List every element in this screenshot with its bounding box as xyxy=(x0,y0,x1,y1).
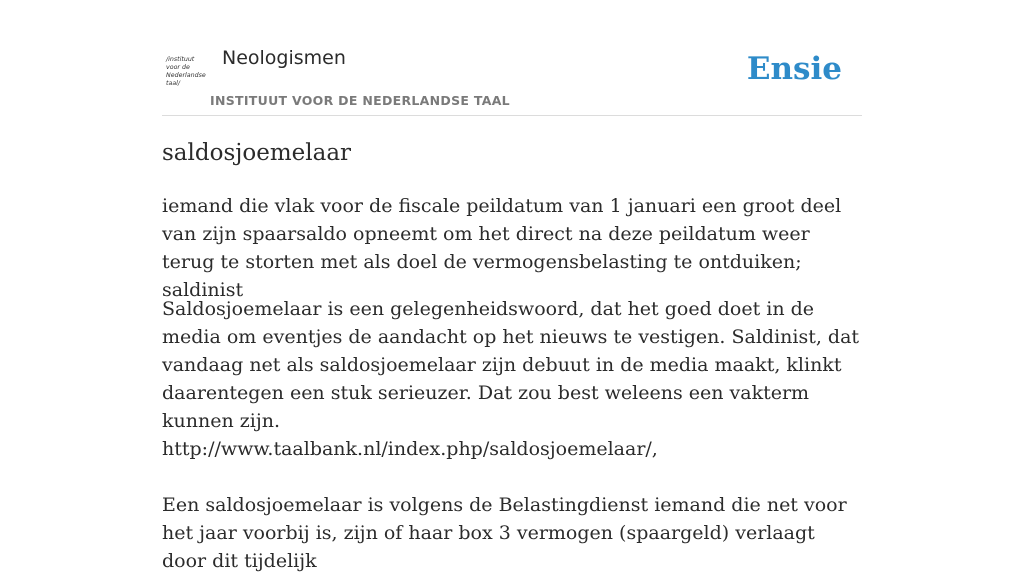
logo-line: /instituut xyxy=(166,56,195,63)
ivdnt-logo[interactable] xyxy=(166,56,210,92)
logo-line: Nederlandse xyxy=(166,72,206,79)
paragraph-gap xyxy=(162,463,862,491)
collection-title[interactable]: Neologismen xyxy=(222,47,346,69)
ensie-logo[interactable]: Ensie xyxy=(746,51,842,87)
source-link[interactable]: http://www.taalbank.nl/index.php/saldosjoemelaar/, xyxy=(162,438,658,460)
entry-term: saldosjoemelaar xyxy=(162,140,352,166)
explanation-paragraph: Saldosjoemelaar is een gelegenheidswoord, dat het goed doet in de media om eventjes de aandacht op het nieuws te vestigen. Saldinist, dat vandaag net als saldosjoemelaar zijn debuut in de media maakt, klinkt daarentegen een stuk serieuzer. Dat zou best weleens een vakterm kunnen zijn. xyxy=(162,298,860,432)
entry-definition: iemand die vlak voor de fiscale peildatum van 1 januari een groot deel van zijn spaarsaldo opneemt om het direct na deze peildatum weer terug te storten met als doel de vermogensbelasting te ontduiken; saldinist xyxy=(162,195,842,301)
logo-line: voor de xyxy=(166,64,190,71)
header xyxy=(162,42,862,116)
entry-explanation xyxy=(162,295,862,575)
institute-name: INSTITUUT VOOR DE NEDERLANDSE TAAL xyxy=(210,93,510,108)
logo-line: taal/ xyxy=(166,80,181,87)
explanation-paragraph: Een saldosjoemelaar is volgens de Belastingdienst iemand die net voor het jaar voorbij is, zijn of haar box 3 vermogen (spaargeld) verlaagt door dit tijdelijk xyxy=(162,494,847,572)
